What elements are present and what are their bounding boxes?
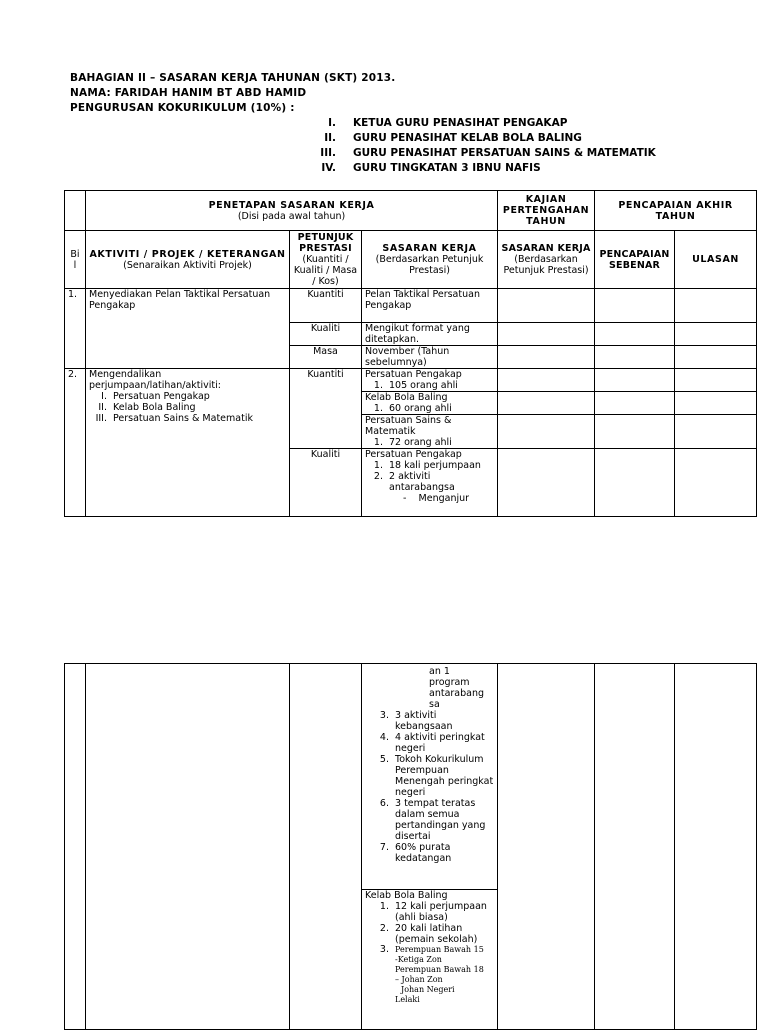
empty-cell [498,323,595,346]
sasaran-title: SASARAN KERJA [382,243,477,254]
list-item: 1. 105 orang ahli [373,380,458,391]
role-number: IV. [321,162,336,174]
row2-sasaran-pengakap [362,369,498,392]
empty-cell [498,392,595,415]
bil-header-blank [65,191,86,231]
sasaran-mid-header [498,231,595,289]
bil-header: Bi l [65,231,86,289]
empty-cell [498,369,595,392]
sasaran-subtitle: (Berdasarkan Petunjuk Prestasi) [375,254,484,276]
empty-cell [595,392,675,415]
skt-table-continued [64,663,757,1030]
list-item: 6. 3 tempat teratas dalam semua pertandingan yang disertai [379,798,486,842]
aktiviti-header [86,231,290,289]
row2-bil: 2. [65,369,86,517]
role-text: KETUA GURU PENASIHAT PENGAKAP [353,117,568,129]
result-line: Johan Negeri [401,985,455,994]
header-line-bahagian: BAHAGIAN II – SASARAN KERJA TAHUNAN (SKT) 2013. [70,72,396,84]
row2-petunjuk-kualiti: Kualiti [290,449,362,517]
row2-sasaran-bolabaling [362,392,498,415]
penetapan-header [86,191,498,231]
table-row [65,664,757,890]
table-row [65,369,757,392]
row2-aktiviti [86,369,290,517]
role-text: GURU PENASIHAT PERSATUAN SAINS & MATEMATIK [353,147,656,159]
aktiviti-subtitle: (Senaraikan Aktiviti Projek) [123,259,252,271]
empty-cell [595,289,675,323]
list-item: 3. Perempuan Bawah 15 -Ketiga Zon Perempuan Bawah 18 – Johan Zon Johan Negeri Lelaki [371,945,494,1005]
list-item: 2. 2 aktiviti antarabangsa [373,471,455,493]
role-number: I. [328,117,336,129]
role-text: GURU PENASIHAT KELAB BOLA BALING [353,132,582,144]
empty-cell [675,415,757,449]
empty-cell [675,323,757,346]
empty-cell [86,664,290,1030]
pencapaian-akhir-header: PENCAPAIAN AKHIR TAHUN [595,191,757,231]
list-item: 2. 20 kali latihan (pemain sekolah) [379,923,478,945]
list-item: 1. 60 orang ahli [373,403,452,414]
header-line-nama: NAMA: FARIDAH HANIM BT ABD HAMID [70,87,307,99]
cont-sasaran-bolabaling [362,890,498,1030]
petunjuk-title: PETUNJUK PRESTASI [297,232,354,254]
list-item: 5. Tokoh Kokurikulum Perempuan Menengah peringkat negeri [379,754,494,798]
list-item: 1. 72 orang ahli [373,437,452,448]
empty-cell [675,449,757,517]
empty-cell [498,664,595,1030]
result-line: Perempuan Bawah 15 [395,945,484,954]
document-header [70,71,396,116]
row2-petunjuk-kuantiti: Kuantiti [290,369,362,449]
empty-cell [675,369,757,392]
pencapaian-sebenar-header: PENCAPAIAN SEBENAR [595,231,675,289]
sasaran-mid-title: SASARAN KERJA [501,243,591,254]
row1-aktiviti: Menyediakan Pelan Taktikal Persatuan Pengakap [86,289,290,369]
header-line-pengurusan: PENGURUSAN KOKURIKULUM (10%) : [70,102,295,114]
empty-cell [65,664,86,1030]
sasaran-header [362,231,498,289]
sasaran-group-title: Kelab Bola Baling [365,392,448,403]
empty-cell [595,346,675,369]
empty-cell [675,664,757,1030]
row1-petunjuk-kualiti: Kualiti [290,323,362,346]
sasaran-group-title: Persatuan Pengakap [365,369,462,380]
row2-aktiviti-text: Mengendalikan perjumpaan/latihan/aktiviti: [89,369,221,391]
cont-sasaran-pengakap [362,664,498,890]
ulasan-header: ULASAN [675,231,757,289]
list-item: I. Persatuan Pengakap [101,391,210,402]
role-text: GURU TINGKATAN 3 IBNU NAFIS [353,162,541,174]
list-item: 1. 12 kali perjumpaan (ahli biasa) [379,901,487,923]
empty-cell [498,415,595,449]
row1-sasaran-masa: November (Tahun sebelumnya) [362,346,498,369]
empty-cell [498,346,595,369]
empty-cell [595,415,675,449]
sasaran-group-title: Persatuan Pengakap [365,449,462,460]
sasaran-group-title: Kelab Bola Baling [365,890,448,901]
result-line: Lelaki [395,995,420,1004]
sasaran-mid-subtitle: (Berdasarkan Petunjuk Prestasi) [503,254,589,276]
skt-table [64,190,757,517]
cont-text: an 1 program antarabang sa [429,666,485,710]
petunjuk-subtitle: (Kuantiti / Kualiti / Masa / Kos) [293,254,358,287]
penetapan-subtitle: (Disi pada awal tahun) [237,210,346,222]
list-item: II. Kelab Bola Baling [98,402,196,413]
list-item: III. Persatuan Sains & Matematik [95,413,253,424]
table-row [65,289,757,323]
empty-cell [595,449,675,517]
list-item: 4. 4 aktiviti peringkat negeri [379,732,485,754]
empty-cell [290,664,362,1030]
row2-sasaran-sains [362,415,498,449]
row1-petunjuk-kuantiti: Kuantiti [290,289,362,323]
role-number: II. [324,132,336,144]
list-item: 3. 3 aktiviti kebangsaan [379,710,453,732]
result-line: -Ketiga Zon [395,955,442,964]
empty-cell [498,289,595,323]
kajian-header: KAJIAN PERTENGAHAN TAHUN [498,191,595,231]
list-item: 1. 18 kali perjumpaan [373,460,481,471]
row1-bil: 1. [65,289,86,369]
aktiviti-title: AKTIVITI / PROJEK / KETERANGAN [89,248,286,260]
row1-sasaran-kualiti: Mengikut format yang ditetapkan. [362,323,498,346]
result-line: – Johan Zon [395,975,443,984]
list-item: 7. 60% purata kedatangan [379,842,452,864]
empty-cell [595,323,675,346]
empty-cell [595,664,675,1030]
row1-petunjuk-masa: Masa [290,346,362,369]
list-item: - Menganjur [403,493,470,504]
role-number: III. [320,147,336,159]
empty-cell [675,289,757,323]
result-line: Perempuan Bawah 18 [395,965,484,974]
sasaran-group-title: Persatuan Sains & Matematik [365,415,452,437]
empty-cell [675,392,757,415]
penetapan-title: PENETAPAN SASARAN KERJA [208,199,375,211]
empty-cell [595,369,675,392]
row1-sasaran-kuantiti: Pelan Taktikal Persatuan Pengakap [362,289,498,323]
empty-cell [675,346,757,369]
petunjuk-header [290,231,362,289]
empty-cell [498,449,595,517]
row2-sasaran-kualiti [362,449,498,517]
